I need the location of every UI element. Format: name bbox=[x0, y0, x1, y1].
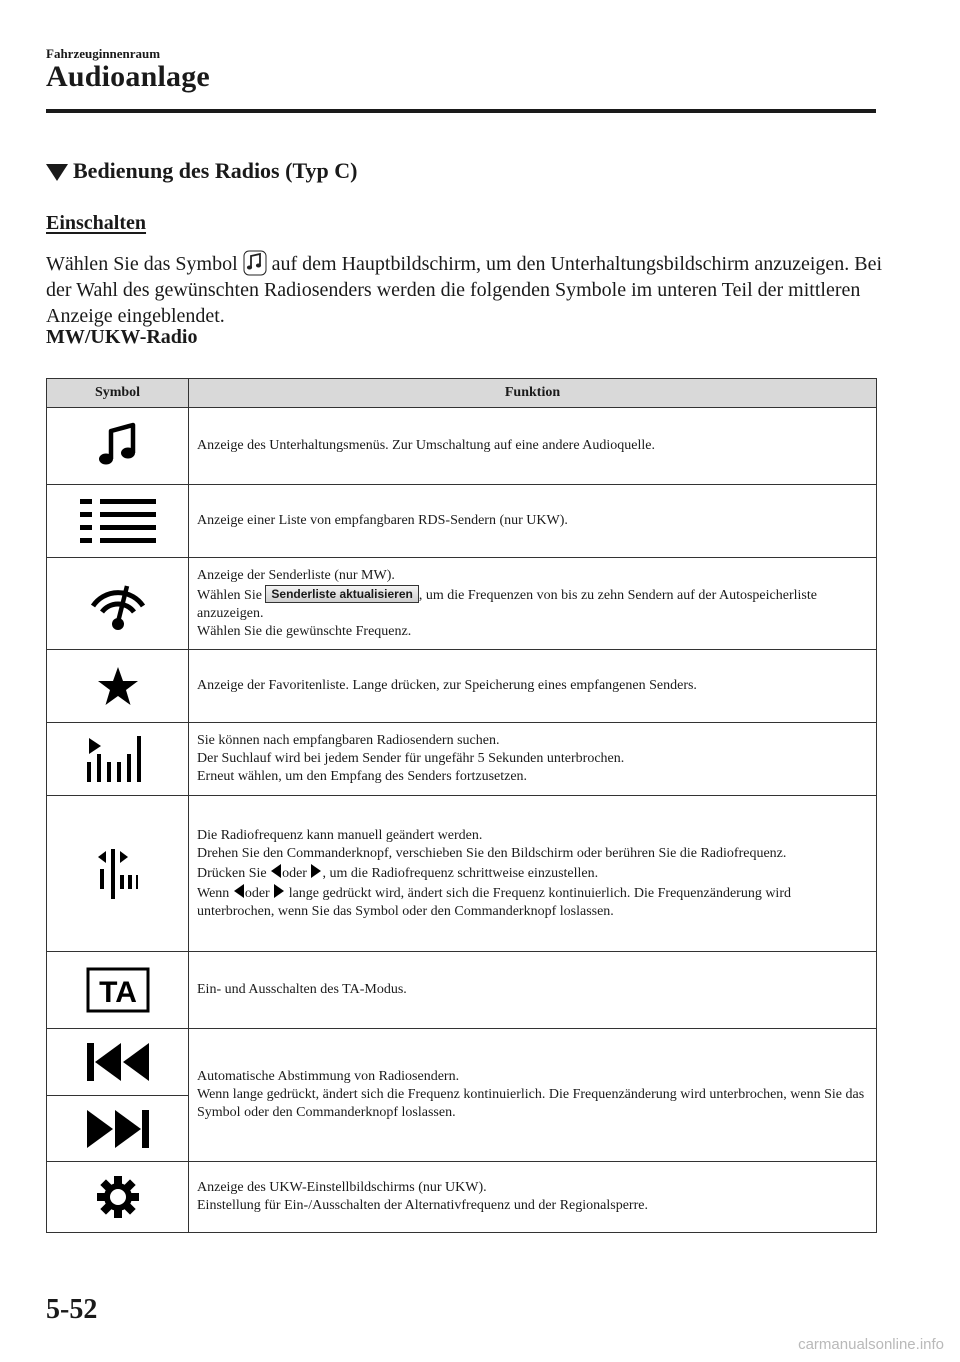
table-row bbox=[47, 558, 877, 650]
table-row bbox=[47, 796, 877, 952]
table-row bbox=[47, 1029, 877, 1096]
section-heading bbox=[46, 158, 357, 184]
table-header-row bbox=[47, 379, 877, 408]
mode-label: MW/UKW-Radio bbox=[46, 326, 198, 348]
manual-tune-icon bbox=[98, 849, 138, 899]
symbol-cell bbox=[47, 723, 189, 796]
table-row bbox=[47, 723, 877, 796]
function-cell bbox=[189, 485, 877, 558]
header-function: Funktion bbox=[189, 379, 877, 408]
function-cell bbox=[189, 796, 877, 952]
ta-icon bbox=[86, 967, 150, 1013]
function-text-fragment: lange gedrückt wird, ändert sich die Frequenz kontinuierlich. Die Frequenzänderung wird unterbrochen, wenn Sie das Symbol oder den Commanderknopf loslassen. bbox=[197, 885, 791, 919]
subheading: Einschalten bbox=[46, 212, 147, 234]
function-text: Wenn lange gedrückt, ändert sich die Frequenz kontinuierlich. Die Frequenzänderung wird unterbrochen, wenn Sie das Symbol oder den Commanderknopf loslassen. bbox=[197, 1087, 865, 1120]
table-row bbox=[47, 952, 877, 1029]
ta-icon-text: TA bbox=[98, 976, 137, 1009]
arrow-left-icon bbox=[270, 863, 282, 879]
function-text: Erneut wählen, um den Empfang des Senders fortzusetzen. bbox=[197, 769, 528, 784]
function-text: Anzeige einer Liste von empfangbaren RDS-Sendern (nur UKW). bbox=[197, 513, 568, 528]
function-text: Anzeige der Senderliste (nur MW). bbox=[197, 567, 395, 583]
symbol-cell bbox=[47, 1029, 189, 1096]
music-note-icon bbox=[95, 421, 141, 471]
function-text: Drehen Sie den Commanderknopf, verschieben Sie den Bildschirm oder berühren Sie die Radiofrequenz. bbox=[197, 845, 787, 861]
chapter-title: Audioanlage bbox=[46, 60, 210, 93]
function-cell bbox=[189, 952, 877, 1029]
watermark: carmanualsonline.info bbox=[798, 1336, 944, 1353]
function-cell bbox=[189, 650, 877, 723]
music-note-icon bbox=[243, 250, 267, 276]
function-cell bbox=[189, 1162, 877, 1233]
function-text-fragment: oder bbox=[282, 865, 307, 881]
symbol-cell bbox=[47, 796, 189, 952]
symbol-cell bbox=[47, 1162, 189, 1233]
function-cell bbox=[189, 723, 877, 796]
function-text-fragment: Wählen Sie bbox=[197, 587, 262, 603]
function-text: Anzeige des Unterhaltungsmenüs. Zur Umschaltung auf eine andere Audioquelle. bbox=[197, 438, 655, 453]
function-text: Ein- und Ausschalten des TA-Modus. bbox=[197, 982, 407, 997]
table-row bbox=[47, 485, 877, 558]
function-text-fragment: Drücken Sie bbox=[197, 865, 267, 881]
function-text: Wählen Sie die gewünschte Frequenz. bbox=[197, 623, 412, 639]
section-heading-text: Bedienung des Radios (Typ C) bbox=[73, 158, 358, 183]
skip-back-icon bbox=[87, 1043, 149, 1081]
function-text-fragment: , um die Radiofrequenz schrittweise einzustellen. bbox=[322, 865, 599, 881]
signal-dial-icon bbox=[87, 576, 149, 632]
star-icon bbox=[97, 666, 139, 706]
function-cell bbox=[189, 558, 877, 650]
senderliste-aktualisieren-button: Senderliste aktualisieren bbox=[265, 585, 418, 603]
table-row bbox=[47, 650, 877, 723]
table-row bbox=[47, 408, 877, 485]
intro-paragraph bbox=[46, 250, 886, 329]
triangle-down-icon bbox=[46, 164, 68, 181]
header-symbol: Symbol bbox=[47, 379, 189, 408]
function-text: Sie können nach empfangbaren Radiosendern suchen. bbox=[197, 733, 500, 748]
arrow-right-icon bbox=[310, 863, 322, 879]
page-number: 5-52 bbox=[46, 1294, 98, 1325]
symbol-cell bbox=[47, 952, 189, 1029]
list-icon bbox=[80, 499, 156, 543]
function-cell bbox=[189, 1029, 877, 1162]
function-text-fragment: Wenn bbox=[197, 885, 230, 901]
function-text: Anzeige der Favoritenliste. Lange drücken, zur Speicherung eines empfangenen Senders. bbox=[197, 678, 697, 693]
function-text bbox=[197, 883, 868, 921]
scan-icon bbox=[87, 736, 149, 782]
function-text: Anzeige des UKW-Einstellbildschirms (nur UKW). bbox=[197, 1180, 487, 1195]
arrow-left-icon bbox=[233, 883, 245, 899]
intro-text-1: Wählen Sie das Symbol bbox=[46, 253, 238, 275]
header-divider bbox=[46, 109, 876, 113]
symbol-function-table bbox=[46, 378, 877, 1233]
gear-icon bbox=[96, 1175, 140, 1219]
intro-text-2: auf dem Hauptbildschirm, um den Unterhaltungsbildschirm anzuzeigen. Bei der Wahl des gewünschten Radiosenders werden die folgenden Symbole im unteren Teil der mittleren Anzeige eingeblendet. bbox=[46, 253, 883, 327]
skip-forward-icon bbox=[87, 1110, 149, 1148]
function-text: Die Radiofrequenz kann manuell geändert werden. bbox=[197, 827, 483, 843]
section-title: Fahrzeuginnenraum bbox=[46, 46, 161, 61]
symbol-cell bbox=[47, 485, 189, 558]
function-text: Automatische Abstimmung von Radiosendern. bbox=[197, 1069, 460, 1084]
symbol-cell bbox=[47, 650, 189, 723]
function-text bbox=[197, 585, 868, 623]
function-text bbox=[197, 863, 868, 883]
function-text: Einstellung für Ein-/Ausschalten der Alternativfrequenz und der Regionalsperre. bbox=[197, 1198, 648, 1213]
symbol-cell bbox=[47, 558, 189, 650]
symbol-cell bbox=[47, 1096, 189, 1162]
symbol-cell bbox=[47, 408, 189, 485]
arrow-right-icon bbox=[273, 883, 285, 899]
function-cell bbox=[189, 408, 877, 485]
function-text-fragment: , um die Frequenzen von bis zu zehn Sendern auf der Autospeicherliste anzuzeigen. bbox=[197, 587, 817, 621]
function-text-fragment: oder bbox=[244, 885, 270, 901]
function-text: Der Suchlauf wird bei jedem Sender für ungefähr 5 Sekunden unterbrochen. bbox=[197, 751, 625, 766]
table-row bbox=[47, 1162, 877, 1233]
